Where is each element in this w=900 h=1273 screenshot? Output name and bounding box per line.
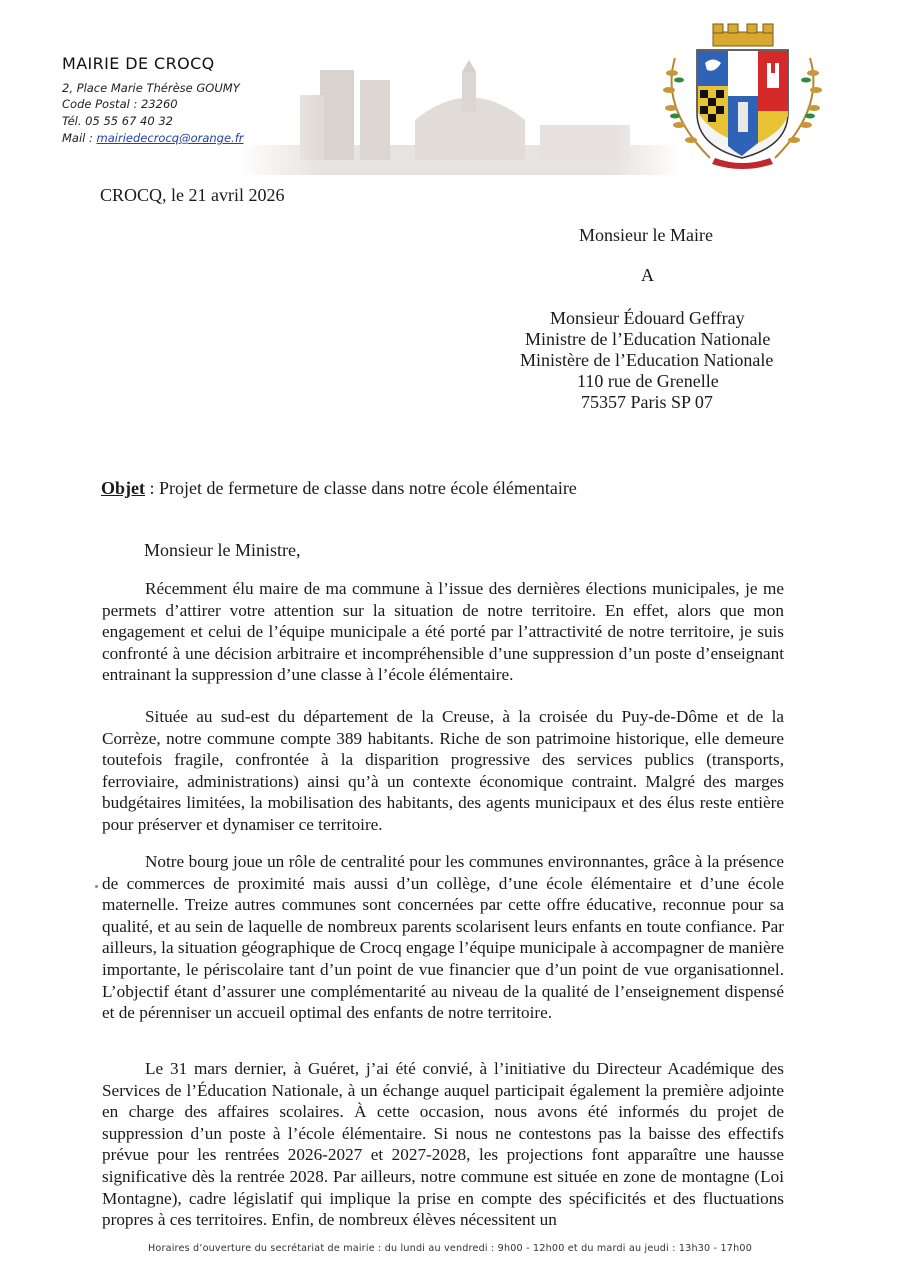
mail-label: Mail : [62,131,97,145]
recipient-name: Monsieur Édouard Geffray [550,308,745,328]
object-line [101,477,577,499]
salutation: Monsieur le Ministre, [144,540,301,560]
paragraph-4-text: Le 31 mars dernier, à Guéret, j’ai été convié, à l’initiative du Directeur Académique des Services de l’Éducation Nationale, à un échange auquel participait également la première adjointe en charge des affaires scolaires. À cette occasion, nous avons été informés du projet de suppression d’un poste à l’école élémentaire. Si nous ne contestons pas la baisse des effectifs prévue pour les rentrées 2026-2027 et 2027-2028, les projections font apparaître une hausse significative dès la rentrée 2028. Par ailleurs, notre commune est située en zone de montagne (Loi Montagne), cadre législatif qui implique la prise en compte des spécificités et des fluctuations propres à ces territoires. Enfin, de nombreux élèves nécessitent un [102,1059,784,1230]
village-header-image [240,50,680,175]
paragraph-2 [102,706,784,836]
recipient-street: 110 rue de Grenelle [577,371,719,391]
coat-of-arms-icon [655,18,830,170]
recipient-city: 75357 Paris SP 07 [581,392,713,412]
sender: Monsieur le Maire [579,225,713,245]
mail-link[interactable]: mairiedecrocq@orange.fr [96,131,244,145]
paragraph-4 [102,1058,784,1231]
mairie-phone: Tél. 05 55 67 40 32 [62,114,173,128]
recipient-organisation: Ministère de l’Education Nationale [520,350,774,370]
paragraph-1-text: Récemment élu maire de ma commune à l’issue des dernières élections municipales, je me permets d’attirer votre attention sur la situation de notre territoire. En effet, alors que mon engagement et celui de l’équipe municipale a été porté par l’attractivité de notre territoire, je suis confronté à une décision arbitraire et incompréhensible d’une suppression d’un poste d’enseignant entrainant la suppression d’une classe à l’école élémentaire. [102,579,784,685]
place-date: CROCQ, le 21 avril 2026 [100,185,285,205]
mairie-address: 2, Place Marie Thérèse GOUMY [62,81,240,95]
recipient-title: Ministre de l’Education Nationale [525,329,771,349]
paragraph-1 [102,578,784,686]
paragraph-3 [102,851,784,1024]
footer-opening-hours: Horaires d’ouverture du secrétariat de mairie : du lundi au vendredi : 9h00 - 12h00 et du mardi au jeudi : 13h30 - 17h00 [147,1243,752,1254]
object-text: : Projet de fermeture de classe dans notre école élémentaire [145,478,577,498]
paragraph-3-text: Notre bourg joue un rôle de centralité pour les communes environnantes, grâce à la présence de commerces de proximité mais aussi d’un collège, d’une école élémentaire et d’une école maternelle. Treize autres communes sont concernées par cette offre éducative, reconnue pour sa qualité, et au sein de laquelle de nombreux parents scolarisent leurs enfants en toute confiance. Par ailleurs, la situation géographique de Crocq engage l’équipe municipale à accompagner de manière importante, le périscolaire tant d’un point de vue financier que d’un point de vue organisationnel. L’objectif étant d’assurer une complémentarité au niveau de la qualité de l’enseignement dispensé et de pérenniser un accueil optimal des enfants de notre territoire. [102,852,784,1023]
mairie-mail-line [62,131,243,145]
recipient-prefix: A [641,265,654,285]
mairie-postal-code: Code Postal : 23260 [62,97,178,111]
paragraph-2-text: Située au sud-est du département de la Creuse, à la croisée du Puy-de-Dôme et de la Corrèze, notre commune compte 389 habitants. Riche de son patrimoine historique, elle demeure toutefois fragile, confrontée à la disparition progressive des services publics (transports, ferroviaire, administrations) ainsi qu’à un contexte économique contraint. Malgré des marges budgétaires limitées, la mobilisation des habitants, des agents municipaux et des élus reste entière pour préserver et dynamiser ce territoire. [102,707,784,834]
object-label: Objet [101,478,145,498]
mairie-title: MAIRIE DE CROCQ [62,54,215,73]
scan-speck [95,885,98,888]
